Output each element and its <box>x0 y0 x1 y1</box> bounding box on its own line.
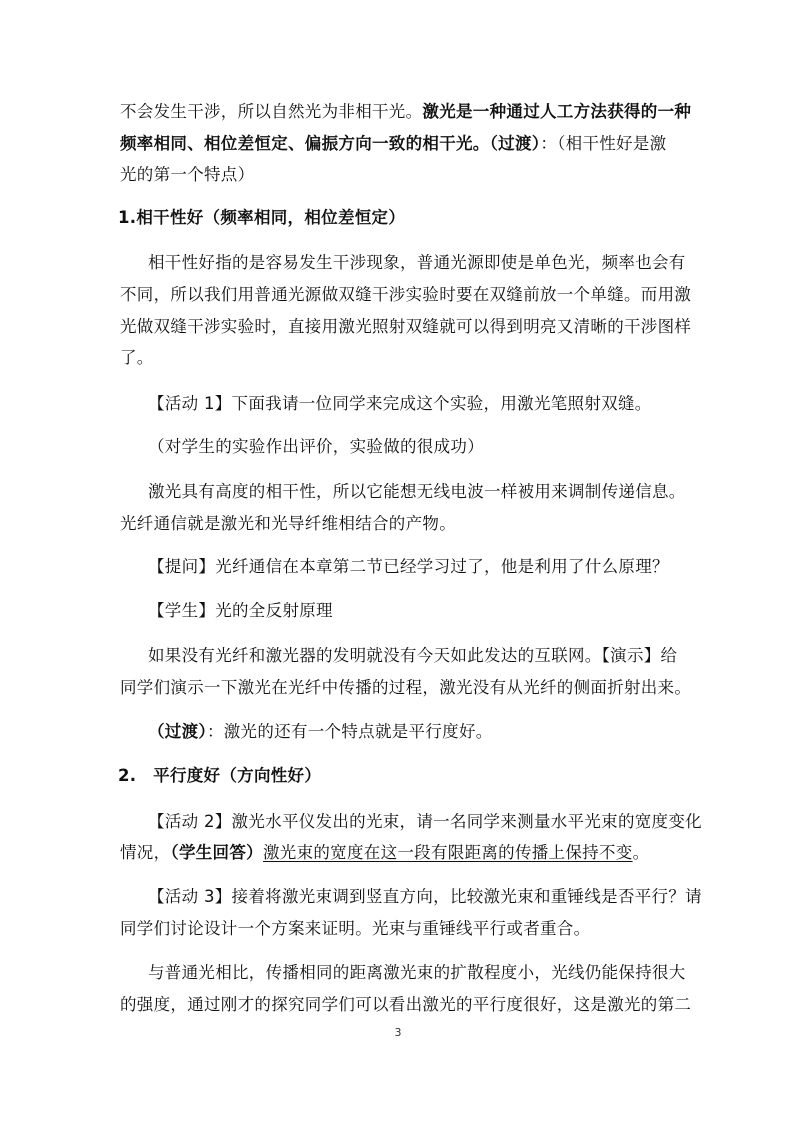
text-span: 。 <box>632 843 650 862</box>
paragraph-line: 同学们讨论设计一个方案来证明。光束与重锤线平行或者重合。 <box>120 919 591 938</box>
section-heading-parallelism: 2. 平行度好（方向性好） <box>118 766 322 785</box>
text-span: 不会发生干涉，所以自然光为非相干光。 <box>120 102 423 121</box>
section-heading-coherence: 1.相干性好（频率相同，相位差恒定） <box>118 208 406 227</box>
paragraph-line: 的强度，通过刚才的探究同学们可以看出激光的平行度很好，这是激光的第二 <box>120 995 692 1014</box>
paragraph-line: 激光具有高度的相干性，所以它能想无线电波一样被用来调制传递信息。 <box>148 482 686 501</box>
paragraph-line: 与普通光相比，传播相同的距离激光束的扩散程度小，光线仍能保持很大 <box>148 963 686 982</box>
paragraph-line: 不同，所以我们用普通光源做双缝干涉实验时要在双缝前放一个单缝。而用激 <box>120 285 692 304</box>
paragraph-line: 同学们演示一下激光在光纤中传播的过程，激光没有从光纤的侧面折射出来。 <box>120 678 692 697</box>
question-prompt: 【提问】光纤通信在本章第二节已经学习过了，他是利用了什么原理？ <box>148 557 669 576</box>
activity-3: 【活动 3】接着将激光束调到竖直方向，比较激光束和重锤线是否平行？请 <box>148 887 702 906</box>
text-span: 情况， <box>120 843 171 862</box>
bold-text-span: 频率相同、相位差恒定、偏振方向一致的相干光。（过渡） <box>120 134 541 153</box>
transition-line <box>148 721 493 743</box>
paragraph-line: 光的第一个特点） <box>120 165 255 184</box>
paragraph-line: 相干性好指的是容易发生干涉现象，普通光源即使是单色光，频率也会有 <box>148 253 686 272</box>
underlined-text-span: 激光束的宽度在这一段有限距离的传播上保持不变 <box>262 843 633 862</box>
paragraph-line: 如果没有光纤和激光器的发明就没有今天如此发达的互联网。【演示】给 <box>148 646 678 665</box>
activity-2: 【活动 2】激光水平仪发出的光束，请一名同学来测量水平光束的宽度变化 <box>148 812 702 831</box>
paragraph-line: 了。 <box>120 348 154 367</box>
student-answer: 【学生】光的全反射原理 <box>148 601 333 620</box>
page-number: 3 <box>394 1026 402 1039</box>
bold-text-span: 激光是一种通过人工方法获得的一种 <box>422 102 692 121</box>
evaluation-note: （对学生的实验作出评价，实验做的很成功） <box>148 437 484 456</box>
paragraph-line <box>120 842 649 864</box>
text-span: ：激光的还有一个特点就是平行度好。 <box>206 722 493 741</box>
activity-1: 【活动 1】下面我请一位同学来完成这个实验，用激光笔照射双缝。 <box>148 394 652 413</box>
bold-text-span: （过渡） <box>148 722 207 741</box>
paragraph-line: 光纤通信就是激光和光导纤维相结合的产物。 <box>120 514 456 533</box>
bold-text-span: （学生回答） <box>170 843 263 862</box>
text-span: ：（相干性好是激 <box>540 134 667 153</box>
paragraph-line <box>120 133 666 155</box>
paragraph-line: 光做双缝干涉实验时，直接用激光照射双缝就可以得到明亮又清晰的干涉图样 <box>120 317 692 336</box>
paragraph-line <box>120 101 691 123</box>
